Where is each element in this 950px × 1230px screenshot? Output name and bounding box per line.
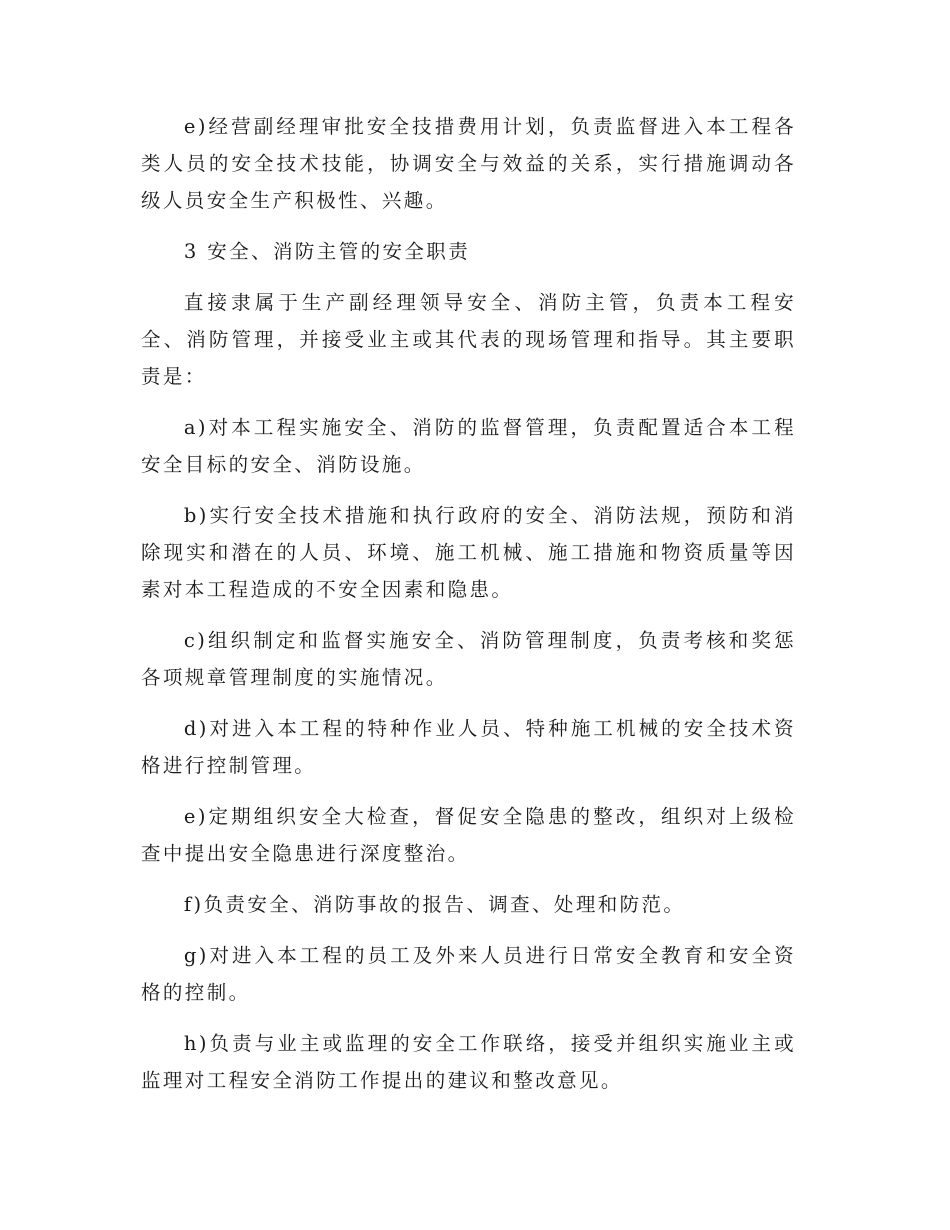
paragraph-g: g)对进入本工程的员工及外来人员进行日常安全教育和安全资格的控制。	[141, 944, 796, 1004]
document-body	[141, 108, 796, 1113]
section-heading-safety-fire-supervisor: 3 安全、消防主管的安全职责	[183, 240, 471, 263]
paragraph-e-business-manager: e)经营副经理审批安全技措费用计划，负责监督进入本工程各类人员的安全技术技能，协调安全与效益的关系，实行措施调动各级人员安全生产积极性、兴趣。	[141, 115, 796, 212]
paragraph-f: f)负责安全、消防事故的报告、调查、处理和防范。	[183, 893, 686, 916]
paragraph-a: a)对本工程实施安全、消防的监督管理，负责配置适合本工程安全目标的安全、消防设施。	[141, 416, 796, 476]
paragraph-c: c)组织制定和监督实施安全、消防管理制度，负责考核和奖惩各项规章管理制度的实施情况。	[141, 629, 796, 689]
paragraph-e: e)定期组织安全大检查，督促安全隐患的整改，组织对上级检查中提出安全隐患进行深度整治。	[141, 805, 796, 865]
paragraph-b: b)实行安全技术措施和执行政府的安全、消防法规，预防和消除现实和潜在的人员、环境、施工机械、施工措施和物资质量等因素对本工程造成的不安全因素和隐患。	[141, 504, 796, 601]
paragraph-intro-duties: 直接隶属于生产副经理领导安全、消防主管，负责本工程安全、消防管理，并接受业主或其代表的现场管理和指导。其主要职责是：	[141, 291, 796, 388]
paragraph-h: h)负责与业主或监理的安全工作联络，接受并组织实施业主或监理对工程安全消防工作提出的建议和整改意见。	[141, 1032, 796, 1092]
paragraph-d: d)对进入本工程的特种作业人员、特种施工机械的安全技术资格进行控制管理。	[141, 717, 796, 777]
